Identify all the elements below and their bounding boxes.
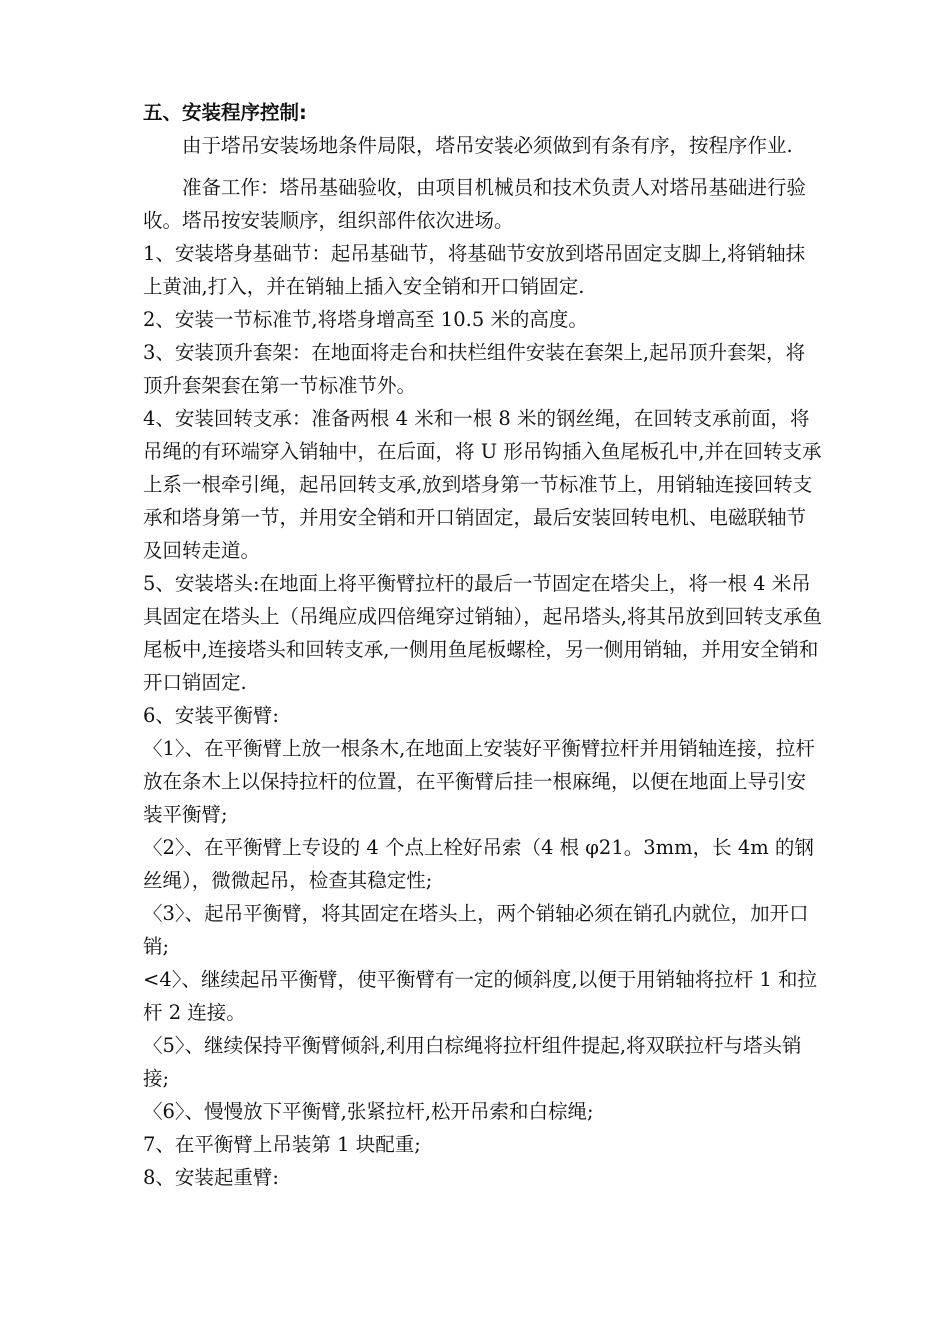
substep-4: <4〉、继续起吊平衡臂，使平衡臂有一定的倾斜度,以便于用销轴将拉杆 1 和拉杆 2 连接。 [143,968,817,1024]
section-heading: 五、安装程序控制: [143,101,307,124]
step-8: 8、安装起重臂: [143,1166,279,1189]
step-3: 3、安装顶升套架：在地面将走台和扶栏组件安装在套架上,起吊顶升套架，将顶升套架套在第一节标准节外。 [143,341,806,397]
substep-6: 〈6〉、慢慢放下平衡臂,张紧拉杆,松开吊索和白棕绳; [143,1100,594,1123]
step-7: 7、在平衡臂上吊装第 1 块配重; [143,1133,421,1156]
substep-1: 〈1〉、在平衡臂上放一根条木,在地面上安装好平衡臂拉杆并用销轴连接，拉杆放在条木上以保持拉杆的位置，在平衡臂后挂一根麻绳，以便在地面上导引安装平衡臂; [143,737,815,826]
substep-3: 〈3〉、起吊平衡臂，将其固定在塔头上，两个销轴必须在销孔内就位，加开口销; [143,902,809,958]
step-6: 6、安装平衡臂: [143,704,279,727]
step-4: 4、安装回转支承：准备两根 4 米和一根 8 米的钢丝绳，在回转支承前面，将吊绳的有环端穿入销轴中，在后面，将 U 形吊钩插入鱼尾板孔中,并在回转支承上系一根牵引绳，起吊回转支承,放到塔身第一节标准节上，用销轴连接回转支承和塔身第一节，并用安全销和开口销固定，最后安装回转电机、电磁联轴节及回转走道。 [143,407,822,562]
substep-5: 〈5〉、继续保持平衡臂倾斜,利用白棕绳将拉杆组件提起,将双联拉杆与塔头销接; [143,1034,802,1090]
document-body [143,96,823,1194]
step-2: 2、安装一节标准节,将塔身增高至 10.5 米的高度。 [143,308,588,331]
step-1: 1、安装塔身基础节：起吊基础节，将基础节安放到塔吊固定支脚上,将销轴抹上黄油,打入，并在销轴上插入安全销和开口销固定. [143,242,806,298]
step-5: 5、安装塔头:在地面上将平衡臂拉杆的最后一节固定在塔尖上，将一根 4 米吊具固定在塔头上（吊绳应成四倍绳穿过销轴），起吊塔头,将其吊放到回转支承鱼尾板中,连接塔头和回转支承,一侧用鱼尾板螺栓，另一侧用销轴，并用安全销和开口销固定. [143,572,822,694]
preparation-paragraph: 准备工作：塔吊基础验收，由项目机械员和技术负责人对塔吊基础进行验收。塔吊按安装顺序，组织部件依次进场。 [143,176,807,232]
substep-2: 〈2〉、在平衡臂上专设的 4 个点上栓好吊索（4 根 φ21。3mm，长 4m 的钢丝绳），微微起吊，检查其稳定性; [143,836,814,892]
intro-paragraph: 由于塔吊安装场地条件局限，塔吊安装必须做到有条有序，按程序作业. [182,134,793,157]
